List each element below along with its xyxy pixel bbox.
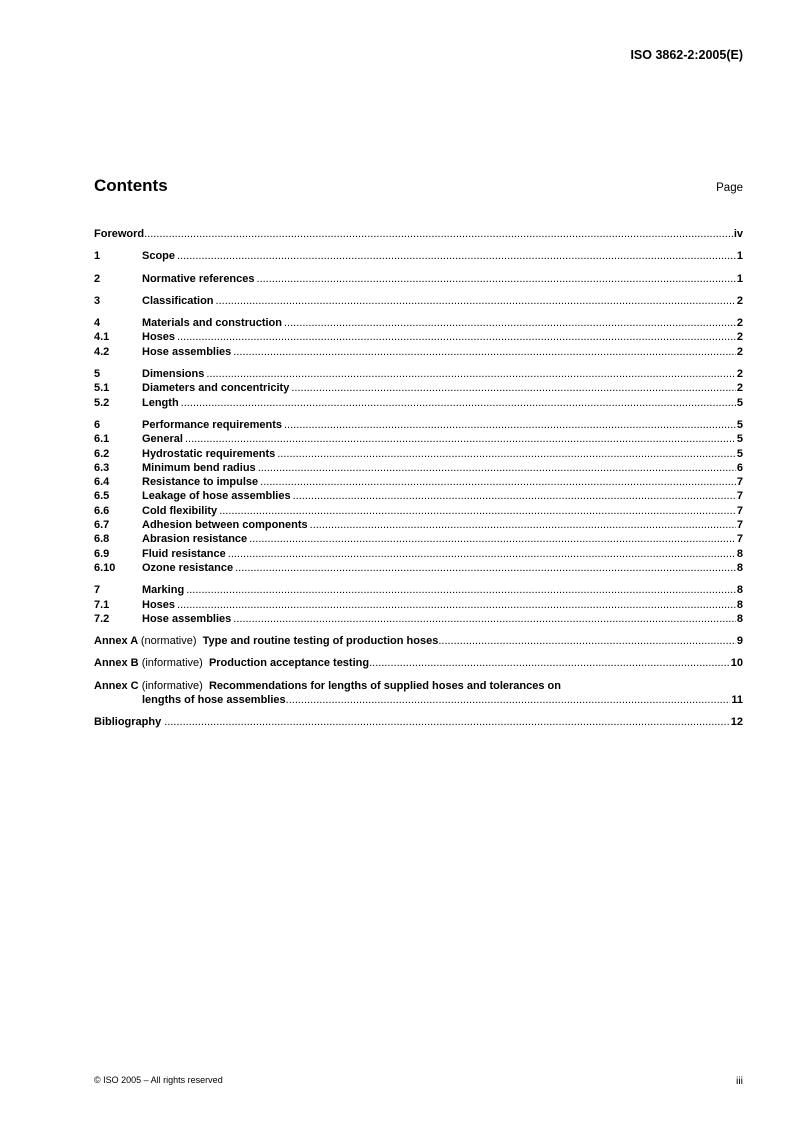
toc-entry[interactable] [94, 316, 743, 330]
toc-entry[interactable] [94, 518, 743, 532]
dot-leader [255, 272, 736, 286]
toc-entry[interactable] [94, 272, 743, 286]
dot-leader [286, 693, 731, 707]
toc-section-number: 5 [94, 368, 101, 381]
toc-section-number: 7.2 [94, 612, 110, 625]
toc-entry-text: Foreword [94, 228, 145, 240]
dot-leader [256, 461, 736, 475]
toc-entry-text: Hose assemblies [142, 345, 232, 358]
toc-page-number: 6 [736, 461, 743, 474]
toc-page-number: 10 [730, 657, 743, 670]
annex-type: (informative) [141, 657, 203, 670]
toc-page-number: 7 [736, 476, 743, 489]
document-id: ISO 3862-2:2005(E) [630, 48, 743, 62]
dot-leader [175, 249, 736, 263]
dot-leader [369, 656, 730, 670]
dot-leader [258, 475, 736, 489]
toc-annex-a[interactable] [94, 634, 743, 648]
toc-section-number: 3 [94, 294, 101, 307]
dot-leader [183, 432, 736, 446]
toc-entry[interactable] [94, 396, 743, 410]
toc-entry-text: Bibliography [94, 716, 162, 729]
toc-bibliography[interactable] [94, 715, 743, 729]
toc-page-number: 12 [730, 716, 743, 729]
toc-entry-text: Resistance to impulse [142, 476, 259, 489]
toc-entry-text: Normative references [142, 272, 255, 285]
dot-leader [438, 634, 736, 648]
toc-section-number: 2 [94, 272, 101, 285]
toc-entry-text: Fluid resistance [142, 547, 226, 560]
table-of-contents [94, 227, 743, 730]
toc-section-number: 6 [94, 418, 101, 431]
dot-leader [214, 294, 736, 308]
toc-page-number: 5 [736, 433, 743, 446]
toc-page-number: 11 [731, 694, 743, 707]
toc-entry[interactable] [94, 598, 743, 612]
dot-leader [175, 330, 736, 344]
toc-entry-text: Marking [142, 584, 185, 597]
page-column-label: Page [716, 182, 743, 194]
dot-leader [144, 227, 733, 241]
toc-annex-c-continued[interactable] [94, 693, 743, 707]
toc-annex-c[interactable] [94, 679, 743, 693]
toc-section-number: 6.3 [94, 461, 110, 474]
copyright-notice: © ISO 2005 – All rights reserved [94, 1075, 223, 1085]
toc-entry-text: Abrasion resistance [142, 533, 248, 546]
toc-page-number: 1 [736, 250, 743, 263]
toc-section-number: 6.1 [94, 433, 110, 446]
annex-label: Annex B [94, 657, 139, 670]
toc-page-number: 7 [736, 533, 743, 546]
toc-entry[interactable] [94, 489, 743, 503]
dot-leader [308, 518, 736, 532]
toc-page-number: 5 [736, 447, 743, 460]
dot-leader [231, 612, 736, 626]
dot-leader [282, 316, 736, 330]
toc-page-number: 7 [736, 490, 743, 503]
toc-section-number: 6.6 [94, 504, 110, 517]
annex-type: (normative) [140, 635, 197, 648]
toc-entry[interactable] [94, 475, 743, 489]
toc-section-number: 1 [94, 250, 101, 263]
annex-title-continued: lengths of hose assemblies [142, 694, 286, 707]
annex-title: Production acceptance testing [208, 657, 370, 670]
toc-entry[interactable] [94, 418, 743, 432]
dot-leader [179, 396, 736, 410]
toc-entry-text: Scope [142, 250, 176, 263]
toc-entry-text: Minimum bend radius [142, 461, 256, 474]
dot-leader [282, 418, 736, 432]
toc-page-number: 8 [736, 561, 743, 574]
toc-section-number: 4.2 [94, 345, 110, 358]
dot-leader [217, 504, 736, 518]
toc-section-number: 6.9 [94, 547, 110, 560]
annex-label: Annex C [94, 679, 139, 692]
toc-entry-text: General [142, 433, 183, 446]
dot-leader [233, 561, 736, 575]
toc-entry[interactable] [94, 249, 743, 263]
toc-page-number: 1 [736, 272, 743, 285]
contents-title: Contents [94, 176, 168, 195]
dot-leader [226, 547, 736, 561]
dot-leader [247, 532, 736, 546]
toc-entry[interactable] [94, 294, 743, 308]
toc-entry-text: Performance requirements [142, 418, 282, 431]
toc-page-number: 5 [736, 396, 743, 409]
toc-entry[interactable] [94, 367, 743, 381]
toc-page-number: 5 [736, 418, 743, 431]
dot-leader [161, 715, 730, 729]
toc-section-number: 5.1 [94, 382, 110, 395]
toc-page-number: 8 [736, 598, 743, 611]
toc-section-number: 6.2 [94, 447, 110, 460]
toc-entry[interactable] [94, 345, 743, 359]
toc-page-number: 2 [736, 317, 743, 330]
toc-section-number: 4 [94, 317, 101, 330]
toc-section-number: 7.1 [94, 598, 110, 611]
toc-page-number: iv [733, 228, 743, 240]
toc-entry[interactable] [94, 461, 743, 475]
toc-page-number: 2 [736, 368, 743, 381]
toc-page-number: 7 [736, 504, 743, 517]
page-footer [94, 1075, 743, 1087]
toc-entry[interactable] [94, 583, 743, 597]
dot-leader [275, 447, 736, 461]
toc-section-number: 6.8 [94, 533, 110, 546]
toc-section-number: 6.5 [94, 490, 110, 503]
toc-page-number: 8 [736, 547, 743, 560]
annex-type: (informative) [141, 679, 203, 692]
toc-entry-text: Length [142, 396, 179, 409]
toc-entry-text: Diameters and concentricity [142, 382, 290, 395]
toc-annex-b[interactable] [94, 656, 743, 670]
toc-page-number: 8 [736, 584, 743, 597]
toc-entry[interactable] [94, 504, 743, 518]
toc-entry[interactable] [94, 561, 743, 575]
toc-entry-text: Hoses [142, 331, 176, 344]
dot-leader [184, 583, 736, 597]
toc-section-number: 6.10 [94, 561, 116, 574]
toc-entry[interactable] [94, 381, 743, 395]
dot-leader [231, 345, 736, 359]
toc-entry[interactable] [94, 227, 743, 241]
dot-leader [289, 381, 736, 395]
toc-entry-text: Hose assemblies [142, 612, 232, 625]
toc-entry[interactable] [94, 532, 743, 546]
annex-title: Type and routine testing of production hoses [202, 635, 439, 648]
annex-label: Annex A [94, 635, 138, 648]
dot-leader [204, 367, 736, 381]
toc-entry-text: Leakage of hose assemblies [142, 490, 291, 503]
toc-section-number: 7 [94, 584, 101, 597]
toc-section-number: 4.1 [94, 331, 110, 344]
toc-entry[interactable] [94, 432, 743, 446]
toc-section-number: 5.2 [94, 396, 110, 409]
toc-section-number: 6.4 [94, 476, 110, 489]
toc-entry-text: Dimensions [142, 368, 205, 381]
annex-title: Recommendations for lengths of supplied hoses and tolerances on [208, 679, 561, 692]
toc-page-number: 9 [736, 635, 743, 648]
toc-section-number: 6.7 [94, 519, 110, 532]
toc-page-number: 2 [736, 294, 743, 307]
toc-page-number: 7 [736, 519, 743, 532]
toc-entry-text: Adhesion between components [142, 519, 308, 532]
toc-entry[interactable] [94, 547, 743, 561]
toc-page-number: 8 [736, 612, 743, 625]
toc-page-number: 2 [736, 331, 743, 344]
toc-entry-text: Cold flexibility [142, 504, 218, 517]
toc-page-number: 2 [736, 345, 743, 358]
dot-leader [175, 598, 736, 612]
toc-entry-text: Hydrostatic requirements [142, 447, 276, 460]
toc-entry-text: Materials and construction [142, 317, 282, 330]
toc-page-number: 2 [736, 382, 743, 395]
toc-entry-text: Classification [142, 294, 214, 307]
footer-page-number: iii [736, 1075, 743, 1087]
toc-entry[interactable] [94, 330, 743, 344]
toc-entry[interactable] [94, 612, 743, 626]
toc-entry-text: Hoses [142, 598, 176, 611]
toc-entry[interactable] [94, 447, 743, 461]
contents-heading-row [94, 176, 743, 196]
dot-leader [291, 489, 736, 503]
toc-entry-text: Ozone resistance [142, 561, 234, 574]
